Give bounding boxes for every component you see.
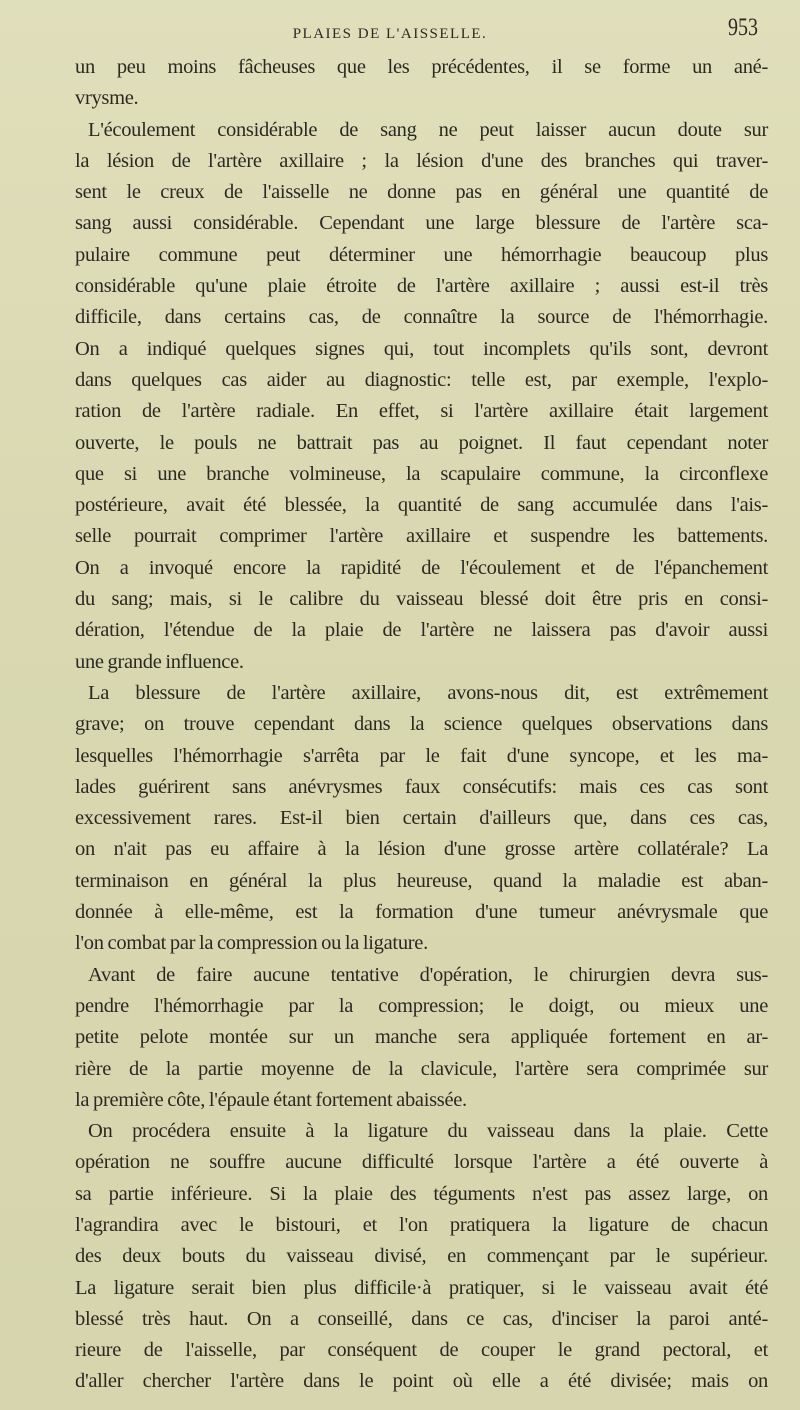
text-line: La ligature serait bien plus difficile·à pratiquer, si le vaisseau avait été [75, 1276, 768, 1299]
text-line: petite pelote montée sur un manche sera appliquée fortement en ar- [75, 1026, 768, 1049]
text-line: l'on combat par la compression ou la ligature. [75, 932, 428, 955]
text-line: ration de l'artère radiale. En effet, si l'artère axillaire était largement [75, 400, 768, 423]
running-head-title: PLAIES DE L'AISSELLE. [292, 26, 488, 42]
text-line: des deux bouts du vaisseau divisé, en commençant par le supérieur. [75, 1245, 768, 1268]
text-line: d'aller chercher l'artère dans le point où elle a été divisée; mais on [75, 1370, 768, 1393]
text-line: la lésion de l'artère axillaire ; la lésion d'une des branches qui traver- [75, 149, 768, 172]
text-line: postérieure, avait été blessée, la quantité de sang accumulée dans l'ais- [75, 494, 768, 517]
text-line: un peu moins fâcheuses que les précédentes, il se forme un ané- [75, 56, 768, 78]
text-line: On procédera ensuite à la ligature du vaisseau dans la plaie. Cette [88, 1120, 768, 1143]
text-line: donnée à elle-même, est la formation d'une tumeur anévrysmale que [75, 901, 768, 924]
text-line: on n'ait pas eu affaire à la lésion d'une grosse artère collatérale? La [75, 838, 768, 861]
text-line: rière de la partie moyenne de la clavicule, l'artère sera comprimée sur [75, 1057, 768, 1080]
text-line: On a indiqué quelques signes qui, tout incomplets qu'ils sont, devront [75, 337, 768, 360]
text-line: Avant de faire aucune tentative d'opération, le chirurgien devra sus- [88, 963, 768, 986]
text-line: L'écoulement considérable de sang ne peut laisser aucun doute sur [88, 118, 768, 141]
text-line: dans quelques cas aider au diagnostic: telle est, par exemple, l'explo- [75, 368, 768, 391]
text-line: grave; on trouve cependant dans la science quelques observations dans [75, 713, 768, 736]
text-line: blessé très haut. On a conseillé, dans ce cas, d'inciser la paroi anté- [75, 1307, 768, 1330]
text-line: La blessure de l'artère axillaire, avons-nous dit, est extrêmement [88, 681, 768, 704]
text-line: selle pourrait comprimer l'artère axillaire et suspendre les battements. [75, 525, 768, 548]
text-line: que si une branche volmineuse, la scapulaire commune, la circonflexe [75, 462, 768, 485]
text-line: sent le creux de l'aisselle ne donne pas en général une quantité de [75, 181, 768, 204]
text-line: du sang; mais, si le calibre du vaisseau blessé doit être pris en consi- [75, 588, 768, 611]
running-head [0, 26, 800, 43]
text-line: lesquelles l'hémorrhagie s'arrêta par le fait d'une syncope, et les ma- [75, 744, 768, 767]
body-text [75, 52, 768, 1398]
text-line: la première côte, l'épaule étant fortement abaissée. [75, 1088, 467, 1111]
text-line: opération ne souffre aucune difficulté lorsque l'artère a été ouverte à [75, 1151, 768, 1174]
text-line: On a invoqué encore la rapidité de l'écoulement et de l'épanchement [75, 556, 768, 579]
text-line: excessivement rares. Est-il bien certain d'ailleurs que, dans ces cas, [75, 807, 768, 830]
text-line: sang aussi considérable. Cependant une large blessure de l'artère sca- [75, 212, 768, 235]
text-line: pendre l'hémorrhagie par la compression; le doigt, ou mieux une [75, 994, 768, 1017]
text-line: ouverte, le pouls ne battrait pas au poignet. Il faut cependant noter [75, 431, 768, 454]
text-line: considérable qu'une plaie étroite de l'artère axillaire ; aussi est-il très [75, 275, 768, 298]
text-line: sa partie inférieure. Si la plaie des téguments n'est pas assez large, on [75, 1182, 768, 1205]
page-number: 953 [728, 14, 758, 41]
text-line: rieure de l'aisselle, par conséquent de couper le grand pectoral, et [75, 1339, 768, 1362]
text-line: une grande influence. [75, 650, 244, 673]
text-line: lades guérirent sans anévrysmes faux consécutifs: mais ces cas sont [75, 775, 768, 798]
text-line: vrysme. [75, 87, 139, 110]
text-line: pulaire commune peut déterminer une hémorrhagie beaucoup plus [75, 243, 768, 266]
text-line: l'agrandira avec le bistouri, et l'on pratiquera la ligature de chacun [75, 1213, 768, 1236]
text-line: terminaison en général la plus heureuse, quand la maladie est aban- [75, 869, 768, 892]
text-line: difficile, dans certains cas, de connaître la source de l'hémorrhagie. [75, 306, 768, 329]
text-line: dération, l'étendue de la plaie de l'artère ne laissera pas d'avoir aussi [75, 619, 768, 642]
